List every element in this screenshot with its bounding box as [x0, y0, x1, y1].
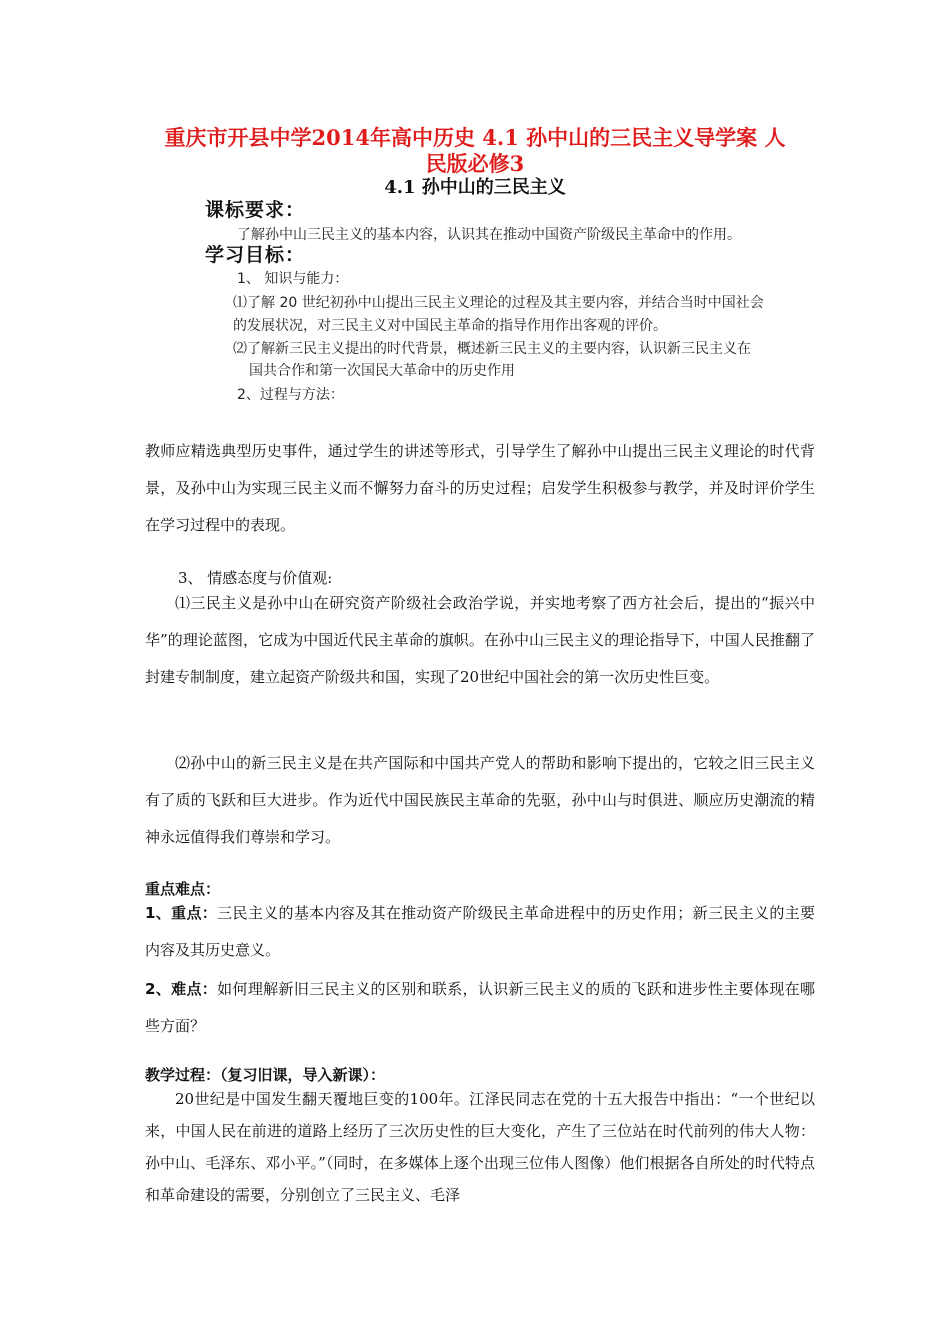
title-line-2: 民版必修3: [425, 151, 525, 176]
objective-item-2: 2、过程与方法：: [237, 387, 344, 403]
process-heading: 教学过程：（复习旧课，导入新课）：: [145, 1066, 386, 1084]
process-paragraph: 20世纪是中国发生翻天覆地巨变的100年。江泽民同志在党的十五大报告中指出：“一个世纪以来，中国人民在前进的道路上经历了三次历史性的巨大变化，产生了三位站在时代前列的伟大人物：孙中山、毛泽东、邓小平。”（同时，在多媒体上逐个出现三位伟人图像）他们根据各自所处的时代特点和革命建设的需要，分别创立了三民主义、毛泽: [145, 1090, 815, 1204]
objective-1b-line-1: ⑵了解新三民主义提出的时代背景，概述新三民主义的主要内容，认识新三民主义在: [233, 341, 751, 357]
objective-1a-line-2: 的发展状况，对三民主义对中国民主革命的指导作用作出客观的评价。: [233, 318, 667, 334]
requirements-text: 了解孙中山三民主义的基本内容，认识其在推动中国资产阶级民主革命中的作用。: [237, 227, 741, 243]
emotion-heading: 3、 情感态度与价值观:: [178, 569, 333, 587]
key-point-paragraph: [145, 895, 815, 969]
lesson-subtitle: 4.1 孙中山的三民主义: [384, 177, 566, 198]
objective-1a-line-1: ⑴了解 20 世纪初孙中山提出三民主义理论的过程及其主要内容，并结合当时中国社会: [233, 295, 764, 311]
objective-item-1: 1、 知识与能力：: [237, 271, 349, 287]
requirements-heading: 课标要求：: [205, 199, 306, 221]
document-title: [130, 125, 820, 177]
difficulty-text: 如何理解新旧三民主义的区别和联系，认识新三民主义的质的飞跃和进步性主要体现在哪些方面？: [145, 980, 816, 1035]
difficulty-label: 2、难点：: [145, 980, 218, 998]
emotion-paragraph-1: ⑴三民主义是孙中山在研究资产阶级社会政治学说，并实地考察了西方社会后，提出的“振兴中华”的理论蓝图，它成为中国近代民主革命的旗帜。在孙中山三民主义的理论指导下，中国人民推翻了封建专制制度，建立起资产阶级共和国，实现了20世纪中国社会的第一次历史性巨变。: [145, 594, 815, 686]
difficulty-paragraph: [145, 971, 815, 1045]
title-line-1: 重庆市开县中学2014年高中历史 4.1 孙中山的三民主义导学案 人: [164, 125, 786, 150]
keypoints-heading: 重点难点：: [145, 880, 221, 898]
objective-1b-line-2: 国共合作和第一次国民大革命中的历史作用: [249, 363, 515, 379]
key-point-label: 1、重点：: [145, 904, 218, 922]
method-paragraph: 教师应精选典型历史事件，通过学生的讲述等形式，引导学生了解孙中山提出三民主义理论的时代背景，及孙中山为实现三民主义而不懈努力奋斗的历史过程；启发学生积极参与教学，并及时评价学生在学习过程中的表现。: [145, 442, 815, 534]
emotion-paragraph-2: ⑵孙中山的新三民主义是在共产国际和中国共产党人的帮助和影响下提出的，它较之旧三民主义有了质的飞跃和巨大进步。作为近代中国民族民主革命的先驱，孙中山与时俱进、顺应历史潮流的精神永远值得我们尊崇和学习。: [145, 754, 815, 846]
objectives-heading: 学习目标：: [205, 244, 306, 266]
key-point-text: 三民主义的基本内容及其在推动资产阶级民主革命进程中的历史作用；新三民主义的主要内容及其历史意义。: [145, 904, 816, 959]
